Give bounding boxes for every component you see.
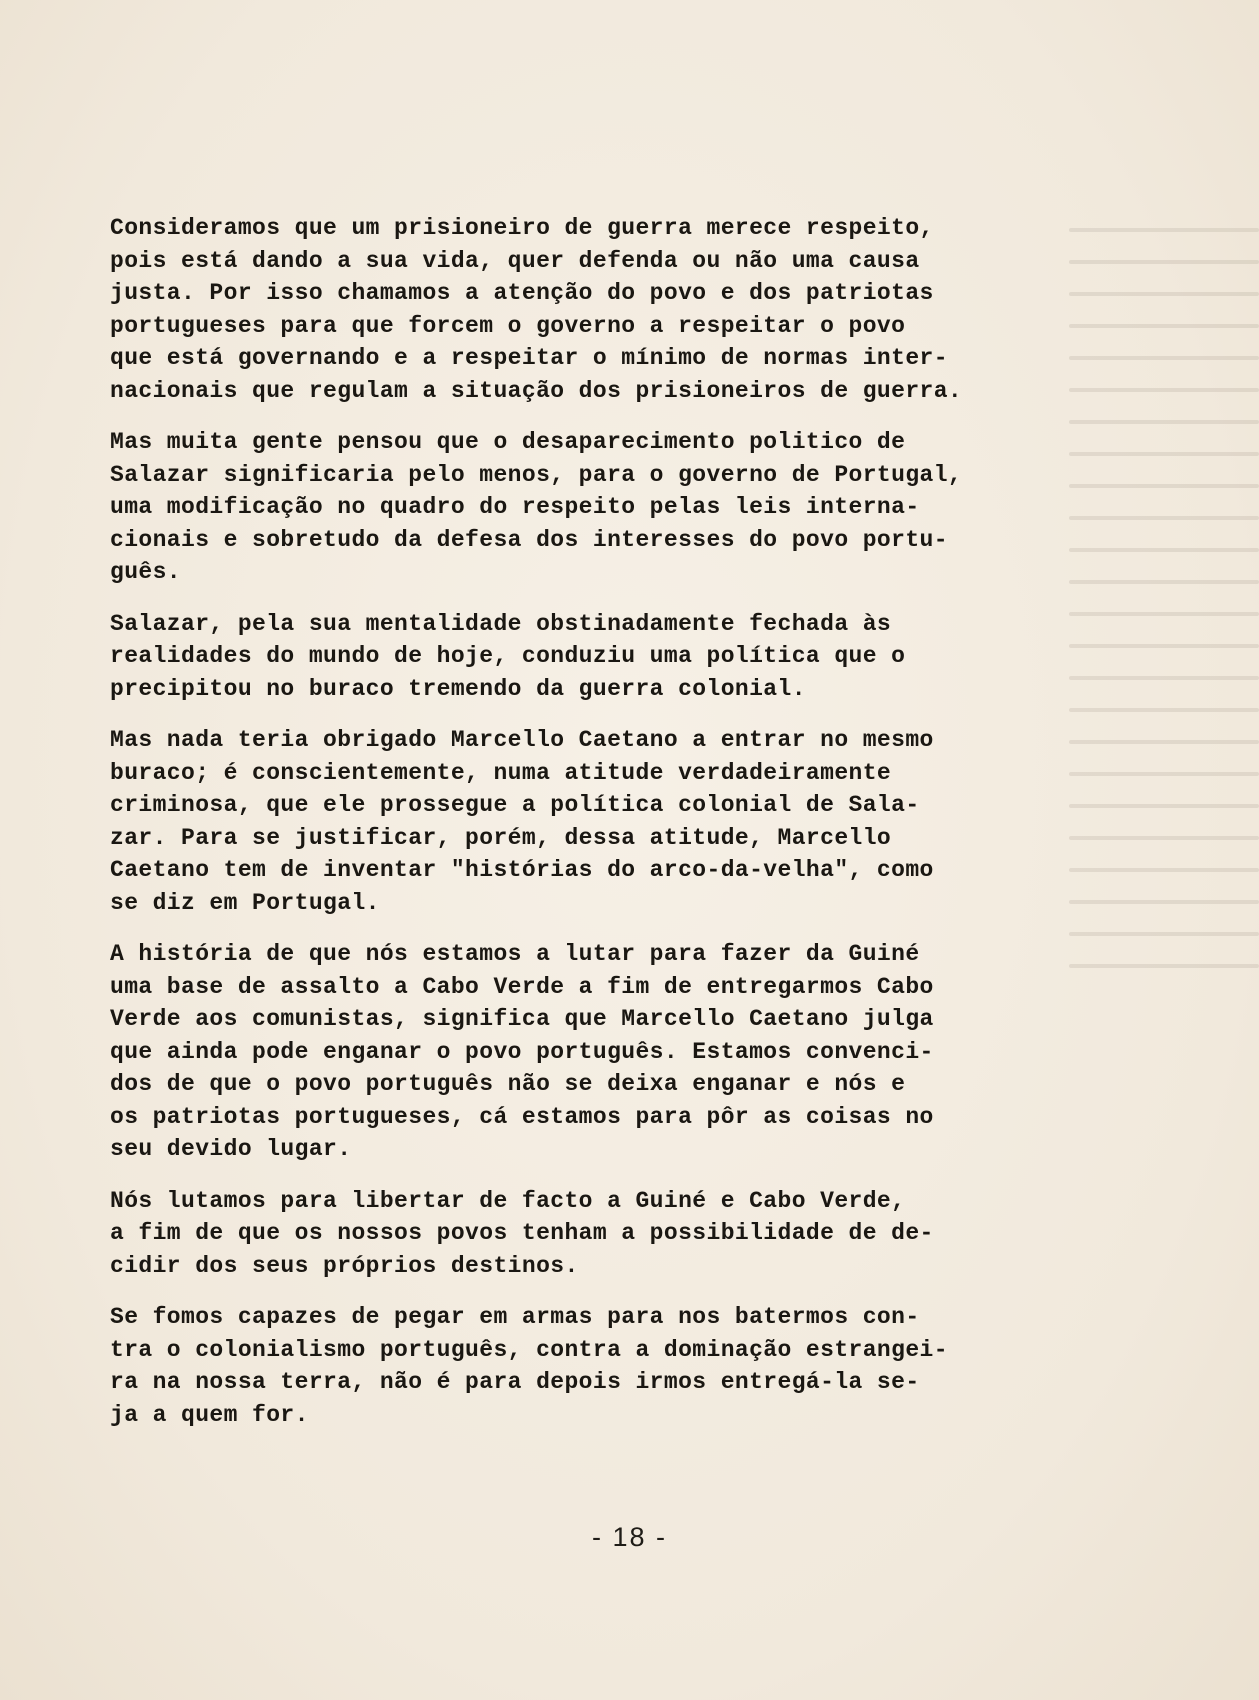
body-text: [110, 212, 1090, 1450]
paragraph-salazar-mentality: Salazar, pela sua mentalidade obstinadamente fechada às realidades do mundo de hoje, conduziu uma política que o precipitou no buraco tremendo da guerra colonial.: [110, 610, 906, 702]
paragraph-marcello-caetano: Mas nada teria obrigado Marcello Caetano a entrar no mesmo buraco; é conscientemente, numa atitude verdadeiramente criminosa, que ele prossegue a política colonial de Sala- zar. Para se justificar, porém, dessa atitude, Marcello Caetano tem de inventar "histórias do arco-da-velha", como se diz em Portugal.: [110, 727, 934, 916]
page-number: - 18 -: [591, 1522, 668, 1552]
paragraph-liberation: Nós lutamos para libertar de facto a Guiné e Cabo Verde, a fim de que os nossos povos tenham a possibilidade de de- cidir dos seus próprios destinos.: [110, 1187, 934, 1279]
paragraph-armed-struggle: Se fomos capazes de pegar em armas para nos batermos con- tra o colonialismo português, contra a dominação estrangei- ra na nossa terra, não é para depois irmos entregá-la se- ja a quem for.: [110, 1304, 948, 1428]
paragraph-prisoner-respect: Consideramos que um prisioneiro de guerra merece respeito, pois está dando a sua vida, quer defenda ou não uma causa justa. Por isso chamamos a atenção do povo e dos patriotas portugueses para que forcem o governo a respeitar o povo que está governando e a respeitar o mínimo de normas inter- nacionais que regulam a situação dos prisioneiros de guerra.: [110, 215, 963, 404]
paragraph-guine-cabo-verde: A história de que nós estamos a lutar para fazer da Guiné uma base de assalto a Cabo Verde a fim de entregarmos Cabo Verde aos comunistas, significa que Marcello Caetano julga que ainda pode enganar o povo português. Estamos convenci- dos de que o povo português não se deixa enganar e nós e os patriotas portugueses, cá estamos para pôr as coisas no seu devido lugar.: [110, 941, 934, 1162]
paragraph-salazar-disappearance: Mas muita gente pensou que o desaparecimento politico de Salazar significaria pelo menos, para o governo de Portugal, uma modificação no quadro do respeito pelas leis interna- cionais e sobretudo da defesa dos interesses do povo portu- guês.: [110, 429, 963, 585]
